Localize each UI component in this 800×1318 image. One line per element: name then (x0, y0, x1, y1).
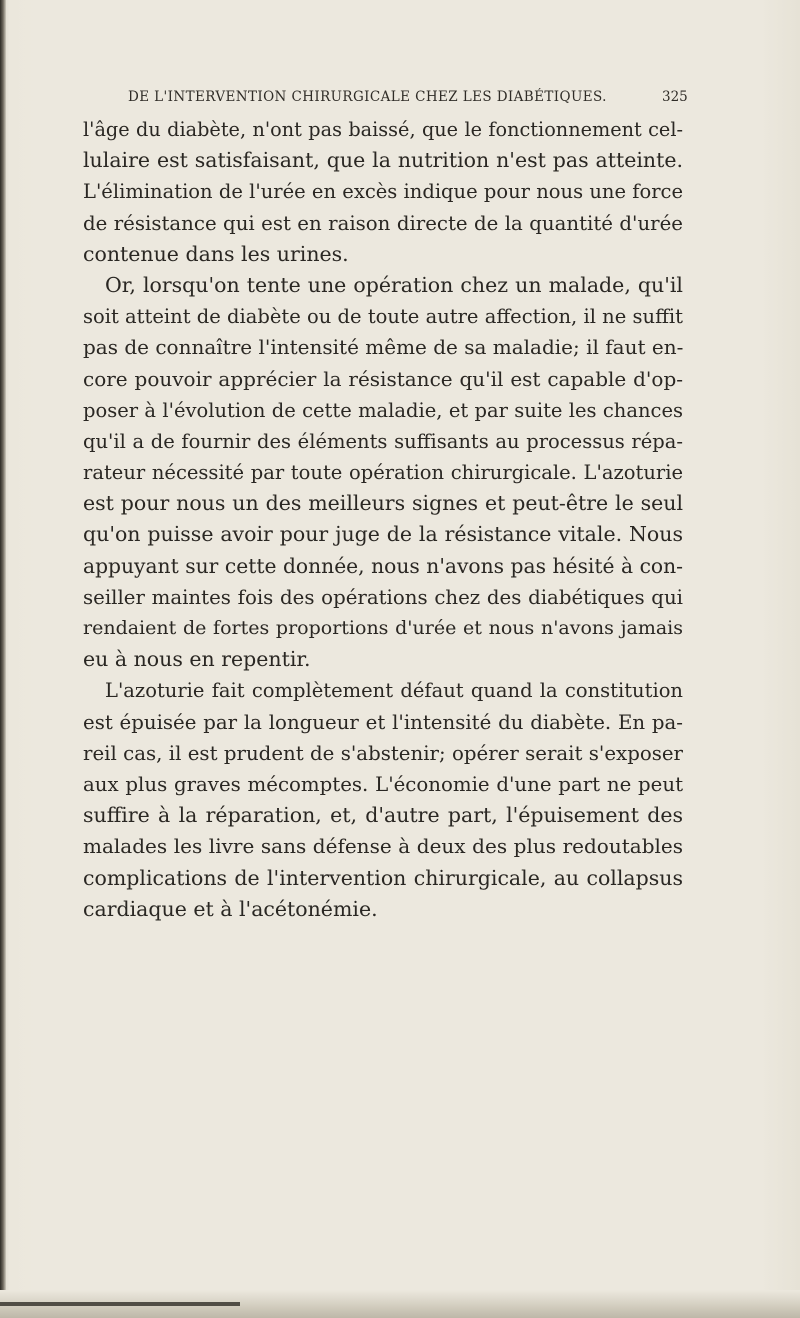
text-line: eu à nous en repentir. (83, 647, 311, 672)
text-line: rateur nécessité par toute opération chirurgicale. L'azoturie (83, 461, 683, 485)
text-line: malades les livre sans défense à deux des plus redoutables (83, 834, 683, 859)
text-line: suffire à la réparation, et, d'autre part, l'épuisement des (83, 803, 683, 828)
paragraph-3 (83, 675, 683, 925)
page-binding-edge (0, 0, 6, 1318)
text-line: soit atteint de diabète ou de toute autre affection, il ne suffit (83, 305, 683, 329)
running-head: DE L'INTERVENTION CHIRURGICALE CHEZ LES DIABÉTIQUES. (128, 89, 607, 105)
text-line: complications de l'intervention chirurgicale, au collapsus (83, 865, 683, 890)
text-line: qu'on puisse avoir pour juge de la résistance vitale. Nous (83, 522, 683, 547)
body-text (83, 114, 683, 925)
text-line: qu'il a de fournir des éléments suffisants au processus répa- (83, 429, 683, 453)
text-line: cardiaque et à l'acétonémie. (83, 896, 378, 921)
text-line: est pour nous un des meilleurs signes et peut-être le seul (83, 491, 683, 516)
text-line: poser à l'évolution de cette maladie, et par suite les chances (83, 398, 683, 422)
text-line: pas de connaître l'intensité même de sa maladie; il faut en- (83, 335, 684, 360)
paragraph-2 (83, 270, 683, 675)
text-line: L'azoturie fait complètement défaut quand la constitution (105, 679, 683, 703)
text-line: seiller maintes fois des opérations chez des diabétiques qui (83, 585, 683, 609)
text-line: Or, lorsqu'on tente une opération chez un malade, qu'il (105, 272, 683, 297)
page-bottom-shadow (0, 1302, 240, 1306)
paragraph-1 (83, 114, 683, 270)
text-line: reil cas, il est prudent de s'abstenir; opérer serait s'exposer (83, 741, 683, 765)
text-line: est épuisée par la longueur et l'intensité du diabète. En pa- (83, 710, 683, 734)
text-line: rendaient de fortes proportions d'urée et nous n'avons jamais (83, 617, 683, 639)
text-line: L'élimination de l'urée en excès indique pour nous une force (83, 180, 683, 204)
text-line: aux plus graves mécomptes. L'économie d'une part ne peut (83, 772, 683, 796)
page-number: 325 (662, 89, 688, 105)
text-line: contenue dans les urines. (83, 241, 349, 266)
text-line: de résistance qui est en raison directe de la quantité d'urée (83, 211, 683, 235)
text-line: appuyant sur cette donnée, nous n'avons pas hésité à con- (83, 553, 683, 578)
text-line: lulaire est satisfaisant, que la nutrition n'est pas atteinte. (83, 148, 683, 173)
text-line: l'âge du diabète, n'ont pas baissé, que le fonctionnement cel- (83, 118, 683, 141)
text-line: core pouvoir apprécier la résistance qu'il est capable d'op- (83, 366, 683, 391)
